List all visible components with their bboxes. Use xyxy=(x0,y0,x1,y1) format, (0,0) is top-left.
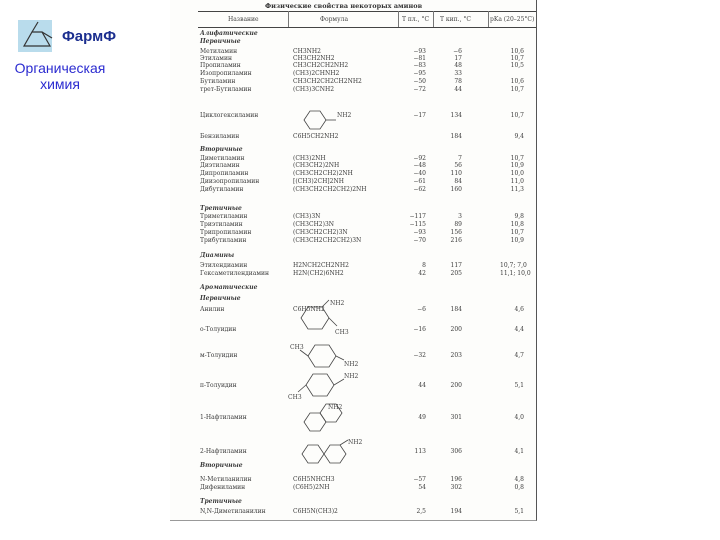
cell-bp: 200 xyxy=(450,382,462,389)
table-row xyxy=(200,352,530,362)
table-row xyxy=(200,508,530,518)
cell-bp: 205 xyxy=(450,270,462,277)
header-bp: Т кип., °С xyxy=(440,16,471,23)
header-formula: Формула xyxy=(320,16,349,23)
cell-bp: −6 xyxy=(453,48,462,55)
cell-pk: 5,1 xyxy=(514,508,524,515)
cell-formula: (C6H5)2NH xyxy=(293,484,330,491)
cell-pk: 10,9 xyxy=(510,237,524,244)
cell-bp: 194 xyxy=(450,508,462,515)
struct-label: CH3 xyxy=(288,394,302,400)
table-row xyxy=(200,306,530,316)
cell-formula: (CH3)2CHNH2 xyxy=(293,70,340,77)
cell-formula: C6H5CH2NH2 xyxy=(293,133,339,140)
cell-bp: 84 xyxy=(454,178,462,185)
cell-formula: (CH3CH2CH2CH2)2NH xyxy=(293,186,367,193)
cell-pk: 10,0 xyxy=(510,170,524,177)
cell-mp: −32 xyxy=(413,352,426,359)
cell-formula: C6H5NHCH3 xyxy=(293,476,335,483)
cell-formula: H2N(CH2)6NH2 xyxy=(293,270,344,277)
cell-bp: 3 xyxy=(458,213,462,220)
cell-mp: −50 xyxy=(413,78,426,85)
cell-name: Диизопропиламин xyxy=(200,178,260,185)
cell-name: Этилендиамин xyxy=(200,262,248,269)
cell-formula: (CH3CH2)3N xyxy=(293,221,335,228)
m-toluidine-structure-icon xyxy=(290,340,360,370)
cell-mp: −117 xyxy=(409,213,426,220)
struct-label: NH2 xyxy=(348,439,363,446)
cell-bp: 160 xyxy=(450,186,462,193)
cell-name: Диметиламин xyxy=(200,155,245,162)
cell-name: Вторичные xyxy=(200,462,243,469)
cell-mp: 42 xyxy=(418,270,426,277)
o-toluidine-structure-icon xyxy=(295,298,355,338)
cell-pk: 4,6 xyxy=(514,306,524,313)
cell-mp: 2,5 xyxy=(416,508,426,515)
cell-bp: 306 xyxy=(450,448,462,455)
cell-pk: 10,6 xyxy=(510,48,524,55)
table-row xyxy=(200,86,530,96)
cell-pk: 10,7; 7,0 xyxy=(500,262,527,269)
cell-mp: 44 xyxy=(418,382,426,389)
cell-name: Третичные xyxy=(200,498,242,505)
cell-pk: 10,7 xyxy=(510,86,524,93)
cell-pk: 4,1 xyxy=(514,448,524,455)
cell-name: п-Толуидин xyxy=(200,382,237,389)
cell-bp: 156 xyxy=(450,229,462,236)
brand-title: ФармФ xyxy=(62,28,117,45)
cell-formula: (CH3CH2CH2)2NH xyxy=(293,170,353,177)
cell-name: Трибутиламин xyxy=(200,237,247,244)
cell-formula: (CH3CH2)2NH xyxy=(293,162,340,169)
cell-formula: (CH3CH2CH2CH2)3N xyxy=(293,237,362,244)
table-row xyxy=(200,484,530,494)
table-row xyxy=(200,186,530,196)
table-row xyxy=(200,414,530,424)
cell-mp: −92 xyxy=(413,155,426,162)
cell-name: Изопропиламин xyxy=(200,70,252,77)
header-mp: Т пл., °С xyxy=(402,16,430,23)
cell-formula: (CH3)3CNH2 xyxy=(293,86,335,93)
cell-bp: 48 xyxy=(454,62,462,69)
cell-formula: CH3CH2CH2CH2NH2 xyxy=(293,78,362,85)
cell-mp: −115 xyxy=(409,221,426,228)
cell-name: Первичные xyxy=(200,38,241,45)
cell-bp: 110 xyxy=(450,170,462,177)
cell-pk: 10,7 xyxy=(510,112,524,119)
cell-mp: −72 xyxy=(413,86,426,93)
cell-name: Анилин xyxy=(200,306,225,313)
cell-bp: 33 xyxy=(454,70,462,77)
header-name: Название xyxy=(228,16,259,23)
struct-label: NH2 xyxy=(328,404,343,411)
cell-pk: 10,7 xyxy=(510,55,524,62)
cell-name: Третичные xyxy=(200,205,242,212)
cell-bp: 44 xyxy=(454,86,462,93)
table-title: Физические свойства некоторых аминов xyxy=(265,2,423,10)
amine-properties-table xyxy=(170,0,537,521)
cell-mp: −57 xyxy=(413,476,426,483)
cell-pk: 4,0 xyxy=(514,414,524,421)
cell-bp: 302 xyxy=(450,484,462,491)
cell-mp: 8 xyxy=(422,262,426,269)
cell-mp: −16 xyxy=(413,326,426,333)
cell-name: Метиламин xyxy=(200,48,238,55)
cell-name: Трипропиламин xyxy=(200,229,252,236)
cell-pk: 11,1; 10,0 xyxy=(500,270,531,277)
cell-bp: 89 xyxy=(454,221,462,228)
1-naphthylamine-structure-icon xyxy=(300,400,360,436)
cell-formula: C6H5NH2 xyxy=(293,306,325,313)
cell-name: Дипропиламин xyxy=(200,170,249,177)
cell-name: N-Метиланилин xyxy=(200,476,252,483)
cell-name: о-Толуидин xyxy=(200,326,237,333)
cell-formula: CH3CH2CH2NH2 xyxy=(293,62,349,69)
cell-bp: 203 xyxy=(450,352,462,359)
cell-mp: −48 xyxy=(413,162,426,169)
cell-name: 2-Нафтиламин xyxy=(200,448,247,455)
struct-label: NH2 xyxy=(337,112,352,119)
cell-name: Гексаметилендиамин xyxy=(200,270,270,277)
table-row xyxy=(200,237,530,247)
cell-bp: 301 xyxy=(450,414,462,421)
struct-label: NH2 xyxy=(330,300,345,307)
cell-mp: −93 xyxy=(413,48,426,55)
cell-formula: CH3NH2 xyxy=(293,48,321,55)
struct-label: CH3 xyxy=(335,329,349,336)
cell-name: Ароматические xyxy=(200,284,258,291)
cell-name: Дибутиламин xyxy=(200,186,244,193)
cell-name: Пропиламин xyxy=(200,62,241,69)
cell-pk: 4,7 xyxy=(514,352,524,359)
struct-label: NH2 xyxy=(344,361,359,368)
cell-mp: −40 xyxy=(413,170,426,177)
cell-mp: −95 xyxy=(413,70,426,77)
table-row xyxy=(200,112,530,122)
cell-bp: 184 xyxy=(450,133,462,140)
cell-pk: 10,9 xyxy=(510,162,524,169)
cell-mp: 113 xyxy=(414,448,426,455)
cell-name: Триметиламин xyxy=(200,213,248,220)
table-row xyxy=(200,270,530,280)
cell-mp: −83 xyxy=(413,62,426,69)
cell-pk: 4,8 xyxy=(514,476,524,483)
table-section-heading xyxy=(200,38,530,48)
2-naphthylamine-structure-icon xyxy=(298,436,368,468)
cell-formula: [(CH3)2CH]2NH xyxy=(293,178,344,185)
cell-name: Диэтиламин xyxy=(200,162,240,169)
table-section-heading xyxy=(200,252,530,262)
cell-pk: 4,4 xyxy=(514,326,524,333)
cell-pk: 9,8 xyxy=(514,213,524,220)
pharm-logo-icon xyxy=(18,20,58,54)
cell-bp: 196 xyxy=(450,476,462,483)
struct-label: CH3 xyxy=(290,344,304,351)
cell-bp: 216 xyxy=(450,237,462,244)
table-row xyxy=(200,326,530,336)
cell-mp: −62 xyxy=(413,186,426,193)
cell-bp: 17 xyxy=(454,55,462,62)
table-row xyxy=(200,133,530,143)
cell-bp: 56 xyxy=(454,162,462,169)
cell-formula: (CH3CH2CH2)3N xyxy=(293,229,348,236)
cell-mp: 49 xyxy=(418,414,426,421)
table-section-heading xyxy=(200,284,530,294)
cell-name: Вторичные xyxy=(200,146,243,153)
cell-pk: 10,6 xyxy=(510,78,524,85)
cell-bp: 7 xyxy=(458,155,462,162)
p-toluidine-structure-icon xyxy=(288,370,368,400)
cell-pk: 10,7 xyxy=(510,155,524,162)
cell-pk: 10,7 xyxy=(510,229,524,236)
cell-name: Бутиламин xyxy=(200,78,236,85)
cell-name: Дифениламин xyxy=(200,484,246,491)
cell-mp: −70 xyxy=(413,237,426,244)
table-section-heading xyxy=(200,295,530,305)
cell-pk: 5,1 xyxy=(514,382,524,389)
header-pka: pKa (20–25°С) xyxy=(490,16,535,23)
cell-bp: 78 xyxy=(454,78,462,85)
cell-name: Циклогексиламин xyxy=(200,112,259,119)
cell-name: Алифатические xyxy=(200,30,258,37)
cell-pk: 9,4 xyxy=(514,133,524,140)
cell-formula: H2NCH2CH2NH2 xyxy=(293,262,349,269)
cell-bp: 117 xyxy=(450,262,462,269)
cell-pk: 0,8 xyxy=(514,484,524,491)
cell-name: трет-Бутиламин xyxy=(200,86,252,93)
cell-pk: 11,0 xyxy=(510,178,524,185)
cell-pk: 11,3 xyxy=(510,186,524,193)
cell-pk: 10,8 xyxy=(510,221,524,228)
cell-mp: 54 xyxy=(418,484,426,491)
cell-mp: −17 xyxy=(413,112,426,119)
cell-bp: 184 xyxy=(450,306,462,313)
cell-name: Этиламин xyxy=(200,55,232,62)
cell-name: Триэтиламин xyxy=(200,221,243,228)
table-rule-top xyxy=(198,11,536,12)
cell-name: Бензиламин xyxy=(200,133,240,140)
cell-mp: −81 xyxy=(413,55,426,62)
cyclohexyl-structure-icon xyxy=(300,107,360,133)
cell-name: N,N-Диметиланилин xyxy=(200,508,266,515)
cell-mp: −6 xyxy=(417,306,426,313)
cell-mp: −61 xyxy=(413,178,426,185)
course-subtitle: Органическая химия xyxy=(14,60,106,92)
cell-formula: CH3CH2NH2 xyxy=(293,55,335,62)
cell-pk: 10,5 xyxy=(510,62,524,69)
cell-name: Диамины xyxy=(200,252,235,259)
table-rule-header xyxy=(198,27,536,28)
cell-formula: C6H5N(CH3)2 xyxy=(293,508,338,515)
cell-formula: (CH3)3N xyxy=(293,213,321,220)
cell-bp: 200 xyxy=(450,326,462,333)
cell-formula: (CH3)2NH xyxy=(293,155,326,162)
cell-bp: 134 xyxy=(450,112,462,119)
cell-name: 1-Нафтиламин xyxy=(200,414,247,421)
cell-name: Первичные xyxy=(200,295,241,302)
table-section-heading xyxy=(200,498,530,508)
cell-mp: −93 xyxy=(413,229,426,236)
struct-label: NH2 xyxy=(344,373,359,380)
cell-name: м-Толуидин xyxy=(200,352,238,359)
